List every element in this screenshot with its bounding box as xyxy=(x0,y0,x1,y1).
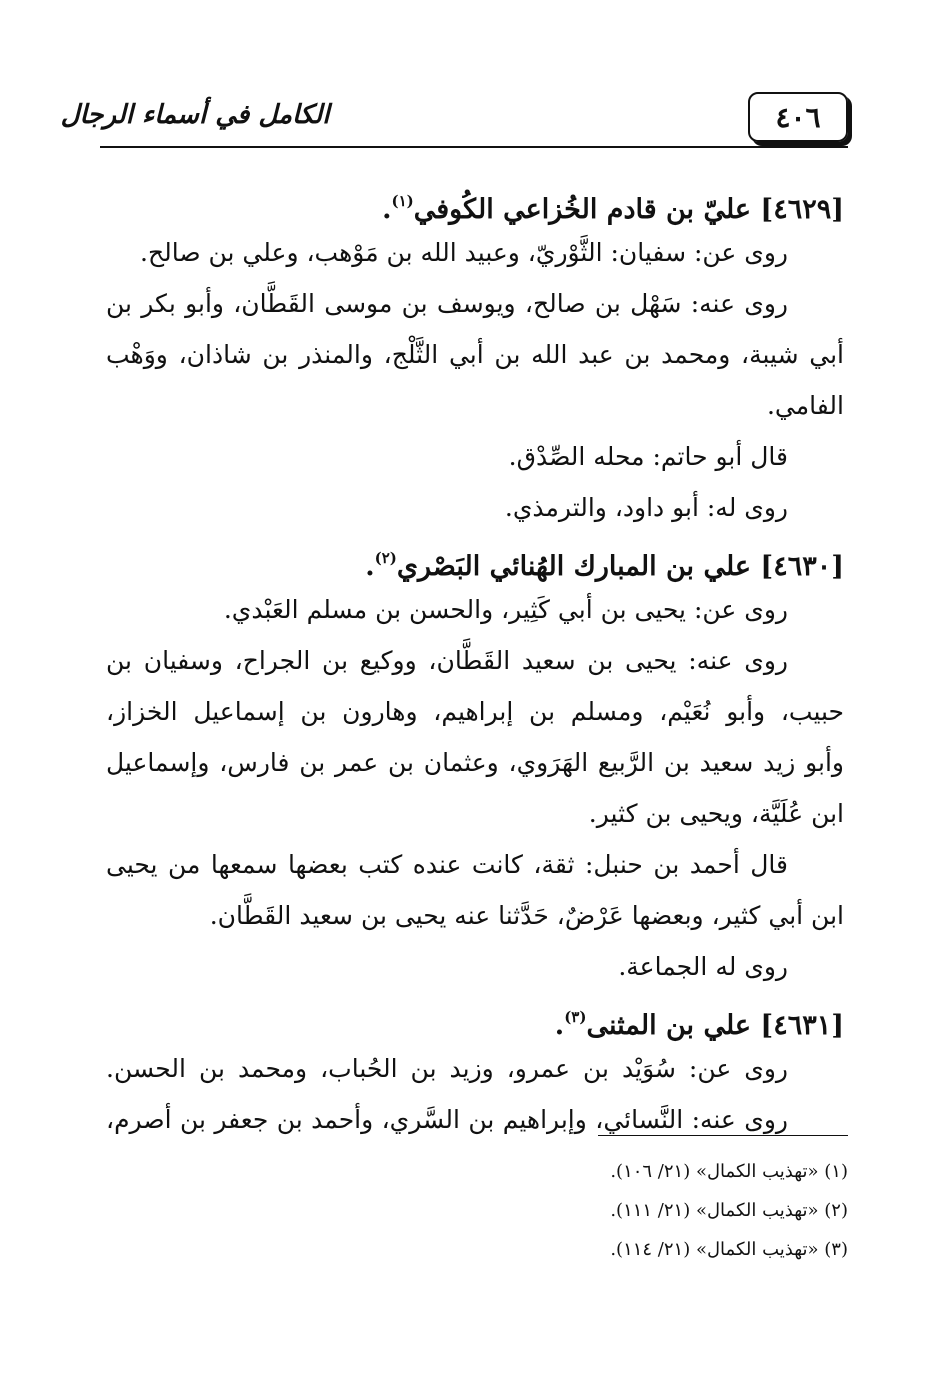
text-line: قال أحمد بن حنبل: ثقة، كانت عنده كتب بعضها سمعها من يحيى xyxy=(106,850,788,879)
text-line: روى عن: يحيى بن أبي كَثِير، والحسن بن مسلم العَبْدي. xyxy=(223,595,788,624)
text-line: ابن عُلَيَّة، ويحيى بن كثير. xyxy=(588,799,844,828)
text-line: قال أبو حاتم: محله الصِّدْق. xyxy=(508,442,788,471)
footnote-ref: (١) xyxy=(391,192,414,210)
footnotes xyxy=(400,1152,848,1269)
text-line: ابن أبي كثير، وبعضها عَرْضٌ، حَدَّثنا عنه يحيى بن سعيد القَطَّان. xyxy=(209,901,844,930)
text-line: أبي شيبة، ومحمد بن عبد الله بن أبي الثَّلْج، والمنذر بن شاذان، ووَهْب xyxy=(106,340,844,369)
entry-heading: [٤٦٢٩] عليّ بن قادم الخُزاعي الكُوفي$^{(١)}$. xyxy=(382,192,844,225)
footnote-ref: (٢) xyxy=(374,549,397,567)
header-rule xyxy=(100,146,848,148)
text-line: روى عنه: النَّسائي، وإبراهيم بن السَّري، وأحمد بن جعفر بن أصرم، xyxy=(106,1105,788,1134)
text-line: روى عن: سفيان: الثَّوْريّ، وعبيد الله بن مَوْهب، وعلي بن صالح. xyxy=(140,238,788,267)
text-line: روى عنه: يحيى بن سعيد القَطَّان، ووكيع بن الجراح، وسفيان بن xyxy=(106,646,788,675)
text-line: حبيب، وأبو نُعَيْم، ومسلم بن إبراهيم، وهارون بن إسماعيل الخزاز، xyxy=(106,697,844,726)
main-text xyxy=(106,176,844,1145)
footnote: (١) «تهذيب الكمال» (٢١/ ١٠٦). xyxy=(610,1161,848,1182)
text-line: روى له الجماعة. xyxy=(618,952,788,981)
entry-heading: [٤٦٣١] علي بن المثنى$^{(٣)}$. xyxy=(554,1008,844,1041)
page-number: ٤٠٦ xyxy=(748,92,848,142)
text-line: روى عن: سُوَيْد بن عمرو، وزيد بن الحُباب، ومحمد بن الحسن. xyxy=(106,1054,788,1083)
footnote: (٢) «تهذيب الكمال» (٢١/ ١١١). xyxy=(610,1200,848,1221)
footnote-separator xyxy=(598,1135,848,1136)
entry-heading: [٤٦٣٠] علي بن المبارك الهُنائي البَصْري$^{(٢)}$. xyxy=(365,549,844,582)
text-line: وأبو زيد سعيد بن الرَّبيع الهَرَوي، وعثمان بن عمر بن فارس، وإسماعيل xyxy=(106,748,844,777)
book-title: الكامل في أسماء الرجال xyxy=(60,100,330,130)
footnote: (٣) «تهذيب الكمال» (٢١/ ١١٤). xyxy=(610,1239,848,1260)
text-line: روى له: أبو داود، والترمذي. xyxy=(504,493,788,522)
text-line: روى عنه: سَهْل بن صالح، ويوسف بن موسى القَطَّان، وأبو بكر بن xyxy=(106,289,788,318)
footnote-ref: (٣) xyxy=(564,1008,587,1026)
text-line: الفامي. xyxy=(766,391,844,420)
page-header xyxy=(60,86,848,146)
